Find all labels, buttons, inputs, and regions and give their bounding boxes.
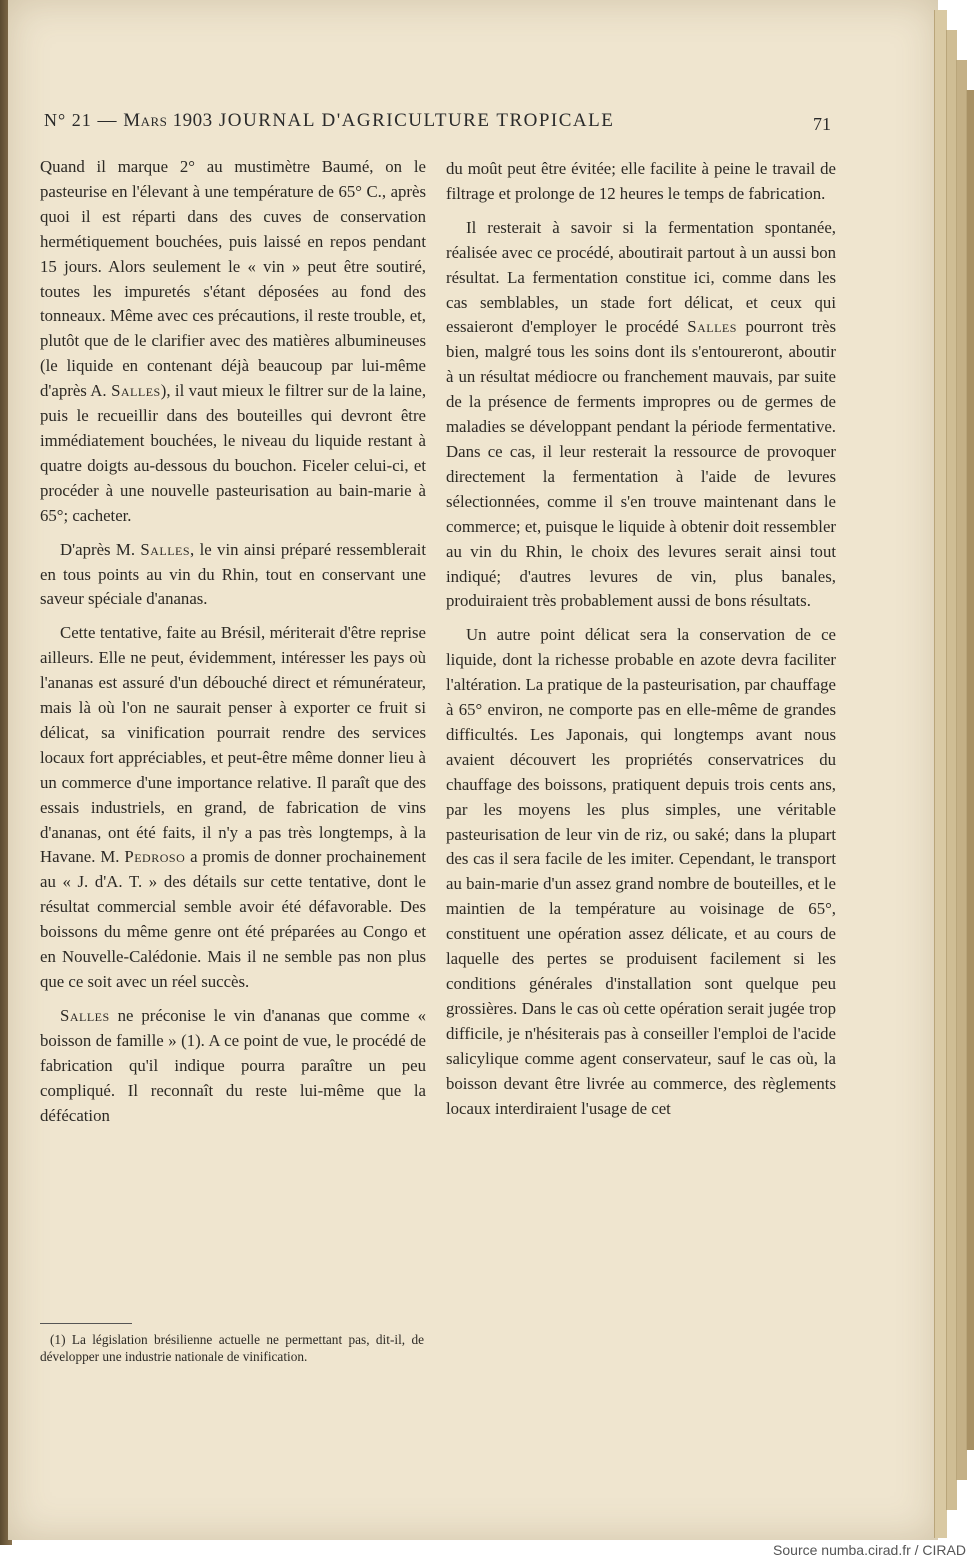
paragraph-text: Cette tentative, faite au Brésil, mériterait d'être reprise ailleurs. Elle ne peut, évidemment, intéresser les pays où l'ananas est assuré d'un débouché direct et rémunérateur, mais là où l'on ne saurait penser à exporter ce fruit si délicat, sa vinification pourrait rendre des services locaux fort appréciables, et peut-être même donner lieu à un commerce d'une importance relative. Il paraît que des essais industriels, en grand, de fabrication de vins d'ananas, ont été faits, il n'y a pas très longtemps, à la Havane. M. [40,623,426,867]
author-name: Salles [687,317,737,337]
paragraph [446,623,836,1121]
page-edge [966,90,974,1450]
author-name: Salles [60,1005,110,1025]
header-dash: — [91,110,124,131]
paragraph-text: Il resterait à savoir si la fermentation spontanée, réalisée avec ce procédé, aboutirait partout à un aussi bon résultat. La fermentation constitue ici, comme dans les cas semblables, un stade fort délicat, et ceux qui essaieront d'employer le procédé [446,217,836,337]
paragraph [40,621,426,995]
paragraph [446,157,836,207]
author-name: Pedroso [124,847,186,867]
issue-number: N° 21 [44,110,92,130]
page-number: 71 [813,114,831,134]
paragraph [40,155,426,529]
paragraph-text: , le vin ainsi préparé ressemblerait en tous points au vin du Rhin, tout en conservant une saveur spéciale d'ananas. [40,539,426,609]
author-name: Salles [111,381,161,401]
left-column [40,155,426,1128]
right-column [446,157,836,1121]
source-credit: Source numba.cirad.fr / CIRAD [773,1542,966,1558]
footnote-rule [40,1323,132,1324]
paragraph-text: D'après M. [60,539,136,559]
journal-title: JOURNAL D'AGRICULTURE TROPICALE [212,110,615,131]
footnote: (1) La législation brésilienne actuelle ne permettant pas, dit-il, de développer une industrie nationale de vinification. [40,1332,424,1364]
paragraph-text: du moût peut être évitée; elle facilite à peine le travail de filtrage et prolonge de 12 heures le temps de fabrication. [446,159,836,203]
paragraph-text: pourront très bien, malgré tous les soins dont ils s'entoureront, aboutir à un résultat médiocre ou franchement mauvais, par suite de la présence de ferments impropres ou de germes de maladies se développant pendant la période fermentative. Dans ce cas, il leur resterait la ressource de provoquer directement la fermentation à l'aide de levures sélectionnées, comme il s'en trouve maintenant dans le commerce; et, puisque le liquide à obtenir doit ressembler au vin du Rhin, le choix des levures serait ainsi tout indiqué; d'autres levures de vin, plus banales, produiraient très probablement aussi de bons résultats. [446,317,836,611]
paragraph [40,1004,426,1129]
paragraph-text: Quand il marque 2° au mustimètre Baumé, on le pasteurise en l'élevant à une température de 65° C., après quoi il est réparti dans des cuves de conservation hermétiquement bouchées, puis laissé en repos pendant 15 jours. Alors seulement le « vin » peut être soutiré, toutes les impuretés s'étant déposées au fond des tonneaux. Même avec ces précautions, il reste trouble, et, plutôt que de le clarifier avec des matières albumineuses (le liquide en contenant déjà beaucoup par lui-même d'après A. [40,157,426,401]
paragraph-text: ne préconise le vin d'ananas que comme « boisson de famille » (1). A ce point de vue, le procédé de fabrication qu'il indique pourra paraître un peu compliqué. Il reconnaît du reste lui-même que la défécation [40,1005,426,1125]
paragraph-text: ), il vaut mieux le filtrer sur de la laine, puis le recueillir dans des bouteilles qui devront être immédiatement bouchées, le niveau du liquide restant à quatre doigts au-dessous du bouchon. Ficeler celui-ci, et procéder à une nouvelle pasteurisation au bain-marie à 65°; cacheter. [40,381,427,525]
paragraph-text: Un autre point délicat sera la conservation de ce liquide, dont la richesse probable en azote devra faciliter l'altération. La pratique de la pasteurisation, par chauffage à 65° environ, ne comporte pas en elle-même de grandes difficultés. Les Japonais, qui longtemps avant nous avaient découvert les propriétés conservatrices du chauffage des boissons, pratiquent depuis trois cents ans, par les moyens les plus simples, une véritable pasteurisation de leur vin de riz, ou saké; dans la plupart des cas il sera facile de les imiter. Cependant, le transport au bain-marie d'un assez grand nombre de bouteilles, et le maintien de la température au voisinage de 65°, constituent une opération assez délicate, et au cours de laquelle des pertes se produisent facilement si les conditions générales d'installation sont quelque peu grossières. Dans le cas où cette opération serait jugée trop difficile, je n'hésiterais pas à conseiller l'emploi de l'acide salicylique comme agent conservateur, sauf le cas où, la boisson devant être livrée au commerce, des règlements locaux interdiraient l'usage de cet [446,625,836,1118]
paragraph-text: a promis de donner prochainement au « J. d'A. T. » des détails sur cette tentative, dont le résultat commercial semble avoir été défavorable. Des boissons du même genre ont été préparées au Congo et en Nouvelle-Calédonie. Mais il ne semble pas non plus que ce soit avec un réel succès. [40,847,426,991]
paragraph [446,216,836,615]
running-header [44,110,844,132]
issue-date: Mars 1903 [123,110,213,131]
author-name: Salles [140,539,191,559]
paragraph [40,538,426,613]
